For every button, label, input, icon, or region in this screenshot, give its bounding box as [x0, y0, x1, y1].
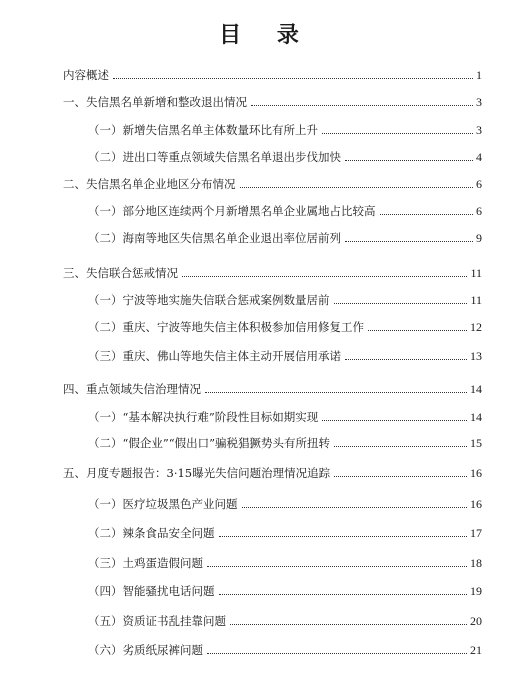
- toc-entry[interactable]: [88, 580, 482, 598]
- dot-leader: [334, 302, 468, 304]
- toc-entry[interactable]: [88, 639, 482, 657]
- dot-leader: [242, 506, 468, 508]
- toc-entry[interactable]: [88, 552, 482, 570]
- toc-entry-title: 五、月度专题报告：3·15曝光失信问题治理情况追踪: [63, 466, 331, 480]
- toc-entry-title: （五）资质证书乱挂靠问题: [88, 614, 226, 628]
- toc-entry[interactable]: [88, 406, 482, 424]
- page-title: 目 录: [219, 23, 313, 48]
- dot-leader: [334, 475, 467, 477]
- toc-entry-title: （二）进出口等重点领域失信黑名单退出步伐加快: [88, 150, 341, 164]
- toc-entry-title: 四、重点领域失信治理情况: [63, 382, 201, 396]
- toc-entry-title: （六）劣质纸尿裤问题: [88, 643, 203, 657]
- dot-leader: [207, 565, 467, 567]
- toc-entry-page-number: 18: [470, 556, 482, 570]
- toc-entry[interactable]: [88, 200, 482, 218]
- dot-leader: [345, 358, 467, 360]
- toc-entry-page-number: 14: [470, 410, 482, 424]
- toc-entry-title: （二）重庆、宁波等地失信主体积极参加信用修复工作: [88, 320, 364, 334]
- toc-entry-title: （一）“基本解决执行难”阶段性目标如期实现: [88, 410, 319, 424]
- toc-entry-title: （一）医疗垃圾黑色产业问题: [88, 497, 238, 511]
- toc-entry[interactable]: [88, 119, 482, 137]
- toc-entry-page-number: 16: [470, 497, 482, 511]
- toc-entry-title: （四）智能骚扰电话问题: [88, 584, 215, 598]
- dot-leader: [368, 329, 467, 331]
- toc-entry[interactable]: [63, 64, 482, 82]
- toc-entry-page-number: 14: [470, 382, 482, 396]
- toc-entry[interactable]: [88, 289, 482, 307]
- toc-entry-page-number: 15: [470, 436, 482, 450]
- toc-entry-page-number: 13: [470, 349, 482, 363]
- dot-leader: [322, 132, 473, 134]
- toc-entry[interactable]: [63, 462, 482, 480]
- toc-entry[interactable]: [88, 345, 482, 363]
- toc-entry-title: （一）部分地区连续两个月新增黑名单企业属地占比较高: [88, 204, 376, 218]
- toc-entry-page-number: 20: [470, 614, 482, 628]
- toc-entry[interactable]: [88, 610, 482, 628]
- toc-entry[interactable]: [88, 227, 482, 245]
- toc-entry[interactable]: [63, 173, 482, 191]
- dot-leader: [251, 104, 473, 106]
- dot-leader: [322, 419, 467, 421]
- toc-entry[interactable]: [88, 493, 482, 511]
- dot-leader: [345, 240, 473, 242]
- toc-entry-page-number: 21: [470, 643, 482, 657]
- toc-entry-page-number: 19: [470, 584, 482, 598]
- toc-entry-page-number: 9: [476, 231, 482, 245]
- dot-leader: [334, 445, 467, 447]
- dot-leader: [230, 623, 467, 625]
- dot-leader: [219, 593, 468, 595]
- dot-leader: [219, 535, 468, 537]
- toc-entry-title: （二）辣条食品安全问题: [88, 526, 215, 540]
- toc-entry-page-number: 11: [470, 293, 482, 307]
- toc-entry-title: （二）海南等地区失信黑名单企业退出率位居前列: [88, 231, 341, 245]
- toc-entry-page-number: 12: [470, 320, 482, 334]
- toc-entry-title: 三、失信联合惩戒情况: [63, 266, 178, 280]
- toc-entry-page-number: 6: [476, 204, 482, 218]
- dot-leader: [345, 159, 473, 161]
- toc-entry[interactable]: [88, 432, 482, 450]
- dot-leader: [240, 186, 474, 188]
- toc-entry-title: （三）土鸡蛋造假问题: [88, 556, 203, 570]
- toc-entry[interactable]: [88, 522, 482, 540]
- toc-entry-title: （一）新增失信黑名单主体数量环比有所上升: [88, 123, 318, 137]
- dot-leader: [182, 275, 467, 277]
- toc-entry[interactable]: [63, 378, 482, 396]
- toc-entry-title: （二）“假企业”“假出口”骗税猖獗势头有所扭转: [88, 436, 331, 450]
- toc-entry-page-number: 16: [470, 466, 482, 480]
- toc-entry-title: 内容概述: [63, 68, 109, 82]
- toc-entry-page-number: 1: [476, 68, 482, 82]
- toc-entry[interactable]: [63, 91, 482, 109]
- dot-leader: [207, 652, 467, 654]
- toc-entry-page-number: 11: [470, 266, 482, 280]
- toc-entry-title: （一）宁波等地实施失信联合惩戒案例数量居前: [88, 293, 330, 307]
- toc-entry-page-number: 17: [470, 526, 482, 540]
- dot-leader: [113, 77, 473, 79]
- toc-entry-page-number: 3: [476, 95, 482, 109]
- toc-entry-page-number: 6: [476, 177, 482, 191]
- dot-leader: [205, 391, 467, 393]
- toc-entry[interactable]: [88, 316, 482, 334]
- toc-entry[interactable]: [63, 262, 482, 280]
- toc-entry[interactable]: [88, 146, 482, 164]
- toc-entry-page-number: 3: [476, 123, 482, 137]
- toc-entry-page-number: 4: [476, 150, 482, 164]
- toc-entry-title: （三）重庆、佛山等地失信主体主动开展信用承诺: [88, 349, 341, 363]
- toc-entry-title: 二、失信黑名单企业地区分布情况: [63, 177, 236, 191]
- toc-entry-title: 一、失信黑名单新增和整改退出情况: [63, 95, 247, 109]
- dot-leader: [380, 213, 474, 215]
